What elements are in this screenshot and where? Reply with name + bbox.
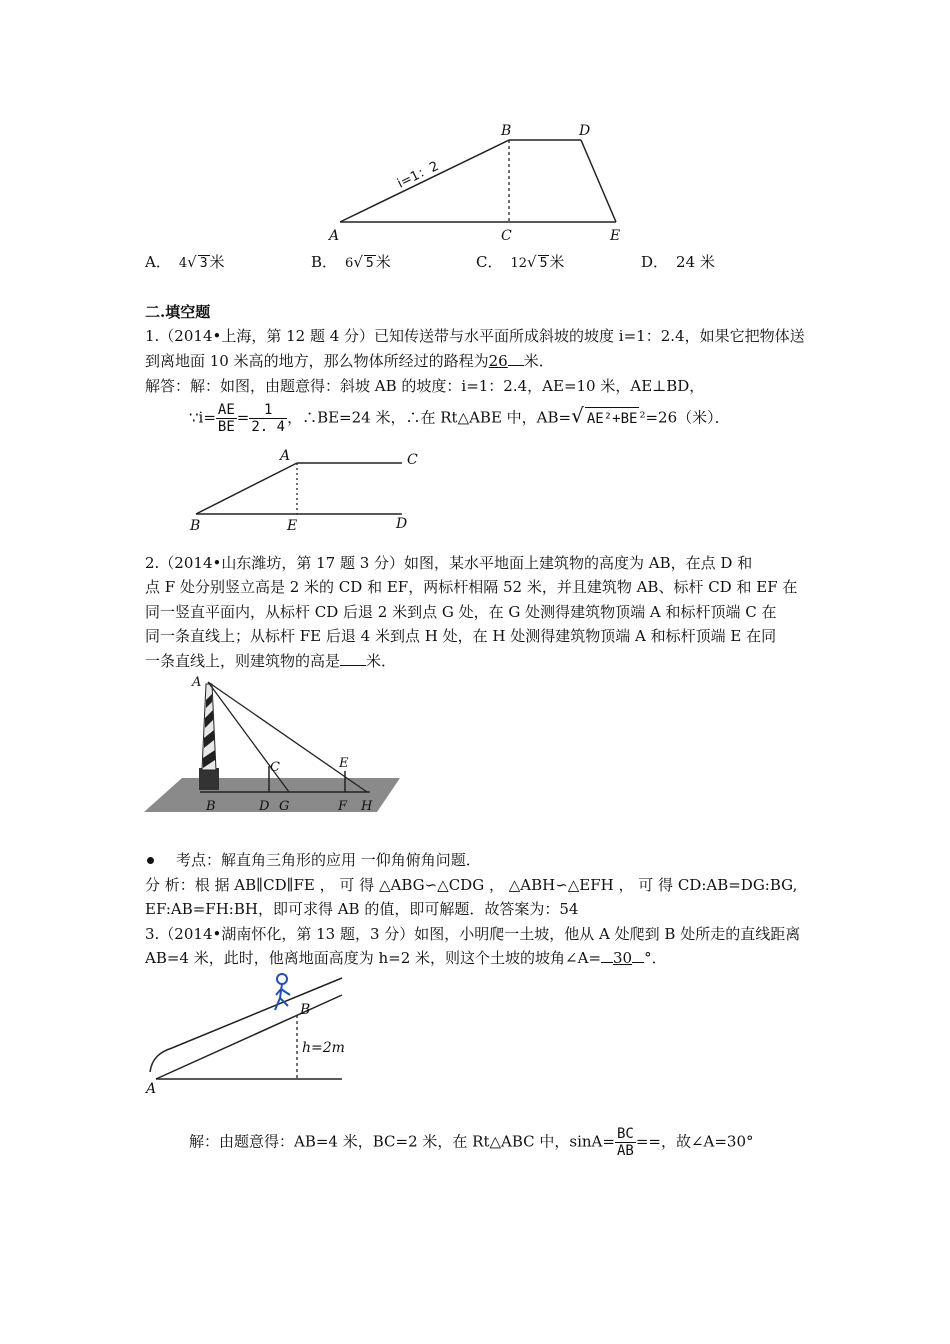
q1-line-1: 1.（2014•上海，第 12 题 4 分）已知传送带与水平面所成斜坡的坡度 i=1：2.4，如果它把物体送 bbox=[145, 327, 805, 345]
label-B: B bbox=[190, 518, 201, 534]
bullet-icon bbox=[147, 857, 154, 864]
fraction-bc-ab: $\frac{BC}{AB}$ bbox=[616, 1126, 634, 1159]
label-H: H bbox=[361, 799, 373, 814]
figure-4-hill-diagram bbox=[142, 968, 347, 1096]
climber-icon bbox=[275, 974, 290, 1010]
sight-line-ah bbox=[208, 682, 367, 792]
label-E: E bbox=[610, 228, 621, 244]
label-G: G bbox=[279, 799, 290, 814]
choice-b[interactable]: B． 6√ 5 米 bbox=[311, 253, 391, 271]
label-D: D bbox=[396, 516, 408, 532]
q2-line-5: 一条直线上，则建筑物的高是 米． bbox=[145, 652, 397, 670]
figure-1-slope-diagram bbox=[325, 118, 635, 248]
label-C: C bbox=[270, 760, 280, 775]
figure-2-slope-diagram bbox=[180, 446, 430, 538]
q3-line-1: 3.（2014•湖南怀化，第 13 题，3 分）如图，小明爬一土坡，他从 A 处爬到 B 处所走的直线距离 bbox=[145, 925, 801, 943]
label-B: B bbox=[206, 799, 216, 814]
side-line-de bbox=[581, 140, 616, 222]
label-E: E bbox=[339, 756, 349, 771]
choice-a[interactable]: A． 4√ 3 米 bbox=[145, 253, 225, 271]
slope-line-ab bbox=[340, 140, 509, 222]
label-D: D bbox=[579, 123, 591, 139]
slope-line-ba bbox=[196, 463, 297, 514]
fraction-1-2-4: $\frac{1}{2. 4}$ bbox=[251, 402, 286, 435]
label-h: h=2m bbox=[302, 1040, 345, 1056]
label-A: A bbox=[192, 675, 202, 690]
choice-c[interactable]: C． 12√ 5 米 bbox=[476, 253, 565, 271]
label-B: B bbox=[501, 123, 512, 139]
sight-line-ag bbox=[208, 682, 289, 792]
slope-ratio-label: i=1：2 bbox=[395, 158, 442, 192]
q3-line-2: AB=4 米，此时，他离地面高度为 h=2 米，则这个土坡的坡角∠A= 30 °． bbox=[145, 949, 667, 967]
q2-line-4: 同一条直线上；从标杆 FE 后退 4 米到点 H 处，在 H 处测得建筑物顶端 A 和标杆顶端 E 在同 bbox=[145, 627, 777, 645]
building-base bbox=[199, 768, 219, 790]
choice-d[interactable]: D． 24 米 bbox=[641, 253, 715, 271]
q2-line-2: 点 F 处分别竖立高是 2 米的 CD 和 EF，两标杆相隔 52 米，并且建筑物 AB、标杆 CD 和 EF 在 bbox=[145, 578, 798, 596]
fraction-ae-be: $\frac{AE}{BE}$ bbox=[217, 402, 235, 435]
label-C: C bbox=[407, 452, 418, 468]
label-D: D bbox=[259, 799, 270, 814]
label-E: E bbox=[287, 518, 298, 534]
q3-answer: 30 bbox=[613, 949, 633, 967]
slope-top-edge bbox=[150, 978, 342, 1072]
q2-analysis-1: 分 析：根 据 AB∥CD∥FE ， 可 得 △ABG∽△CDG ， △ABH∽△EFH ， 可 得 CD:AB=DG:BG, bbox=[145, 876, 798, 894]
q2-line-3: 同一竖直平面内，从标杆 CD 后退 2 米到点 G 处，在 G 处测得建筑物顶端 A 和标杆顶端 C 在 bbox=[145, 603, 777, 621]
label-F: F bbox=[338, 799, 348, 814]
q1-answer: 26 bbox=[488, 352, 508, 370]
label-C: C bbox=[501, 228, 512, 244]
section-title: 二.填空题 bbox=[145, 303, 211, 321]
label-B: B bbox=[300, 1002, 311, 1018]
q2-answer-blank bbox=[340, 651, 366, 666]
q2-kaodian: 考点：解直角三角形的应用 一仰角俯角问题． bbox=[145, 850, 481, 870]
label-A: A bbox=[329, 228, 340, 244]
label-A: A bbox=[280, 448, 291, 464]
slope-surface bbox=[156, 995, 342, 1079]
q3-solution: 解：由题意得：AB=4 米，BC=2 米，在 Rt△ABC 中，sinA= $\frac{BC}{AB}$ ==，故∠A=30° bbox=[189, 1126, 754, 1159]
label-A: A bbox=[146, 1081, 157, 1096]
q2-line-1: 2.（2014•山东潍坊，第 17 题 3 分）如图，某水平地面上建筑物的高度为 AB，在点 D 和 bbox=[145, 554, 753, 572]
q1-solution-2: ∵i= $\frac{AE}{BE}$ = $\frac{1}{2. 4}$ ，∴BE=24 米，∴在 Rt△ABE 中，AB=√ AE²+BE ²=26（米）． bbox=[189, 402, 730, 435]
q1-line-2: 到离地面 10 米高的地方，那么物体所经过的路程为26 米． bbox=[145, 352, 554, 370]
q2-analysis-2: EF:AB=FH:BH，即可求得 AB 的值，即可解题．故答案为：54 bbox=[145, 900, 579, 918]
q1-solution-1: 解答：解：如图，由题意得：斜坡 AB 的坡度：i=1：2.4，AE=10 米，AE⊥BD， bbox=[145, 377, 705, 395]
figure-3-building-diagram bbox=[142, 670, 404, 818]
